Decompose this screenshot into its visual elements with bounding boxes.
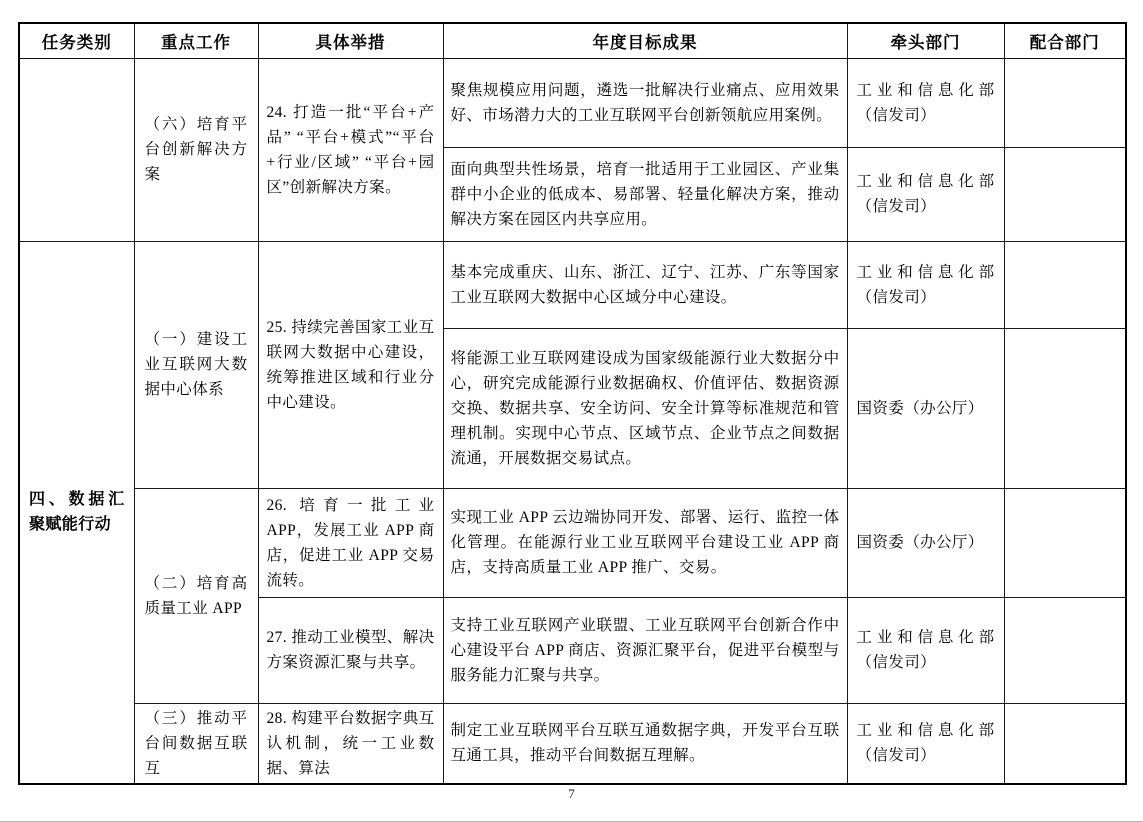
work-plan-table bbox=[18, 22, 1127, 785]
measure-cell-26: 26. 培育一批工业 APP，发展工业 APP 商店，促进工业 APP 交易流转。 bbox=[258, 488, 443, 597]
col-header-coop-dept: 配合部门 bbox=[1004, 23, 1126, 58]
table-row bbox=[19, 58, 1126, 147]
measure-cell-25: 25. 持续完善国家工业互联网大数据中心建设，统筹推进区域和行业分中心建设。 bbox=[258, 241, 443, 488]
goal-cell: 实现工业 APP 云边端协同开发、部署、运行、监控一体化管理。在能源行业工业互联网平台建设工业 APP 商店，支持高质量工业 APP 推广、交易。 bbox=[443, 488, 847, 597]
col-header-lead-dept: 牵头部门 bbox=[847, 23, 1004, 58]
key-work-cell-6: （六）培育平台创新解决方案 bbox=[134, 58, 258, 241]
key-work-cell-1: （一）建设工业互联网大数据中心体系 bbox=[134, 241, 258, 488]
lead-dept-cell: 工业和信息化部（信发司） bbox=[847, 597, 1004, 703]
coop-dept-cell bbox=[1004, 597, 1126, 703]
table-row bbox=[19, 488, 1126, 597]
col-header-annual-goals: 年度目标成果 bbox=[443, 23, 847, 58]
lead-dept-cell: 工业和信息化部（信发司） bbox=[847, 58, 1004, 147]
coop-dept-cell bbox=[1004, 328, 1126, 488]
goal-cell: 基本完成重庆、山东、浙江、辽宁、江苏、广东等国家工业互联网大数据中心区域分中心建设。 bbox=[443, 241, 847, 328]
lead-dept-cell: 工业和信息化部（信发司） bbox=[847, 147, 1004, 241]
coop-dept-cell bbox=[1004, 241, 1126, 328]
goal-cell: 制定工业互联网平台互联互通数据字典，开发平台互联互通工具，推动平台间数据互理解。 bbox=[443, 703, 847, 784]
coop-dept-cell bbox=[1004, 147, 1126, 241]
col-header-task-category: 任务类别 bbox=[19, 23, 134, 58]
key-work-cell-2: （二）培育高质量工业 APP bbox=[134, 488, 258, 703]
coop-dept-cell bbox=[1004, 58, 1126, 147]
coop-dept-cell bbox=[1004, 703, 1126, 784]
col-header-key-work: 重点工作 bbox=[134, 23, 258, 58]
page-number: 7 bbox=[568, 786, 575, 801]
lead-dept-cell: 国资委（办公厅） bbox=[847, 488, 1004, 597]
table-row bbox=[19, 241, 1126, 328]
goal-cell: 支持工业互联网产业联盟、工业互联网平台创新合作中心建设平台 APP 商店、资源汇聚平台，促进平台模型与服务能力汇聚与共享。 bbox=[443, 597, 847, 703]
coop-dept-cell bbox=[1004, 488, 1126, 597]
goal-cell: 面向典型共性场景，培育一批适用于工业园区、产业集群中小企业的低成本、易部署、轻量化解决方案，推动解决方案在园区内共享应用。 bbox=[443, 147, 847, 241]
lead-dept-cell: 工业和信息化部（信发司） bbox=[847, 703, 1004, 784]
task-category-cell-prev bbox=[19, 58, 134, 241]
measure-cell-24: 24. 打造一批“平台+产品” “平台+模式”“平台+行业/区域” “平台+园区”创新解决方案。 bbox=[258, 58, 443, 241]
lead-dept-cell: 工业和信息化部（信发司） bbox=[847, 241, 1004, 328]
goal-cell: 将能源工业互联网建设成为国家级能源行业大数据分中心，研究完成能源行业数据确权、价值评估、数据资源交换、数据共享、安全访问、安全计算等标准规范和管理机制。实现中心节点、区域节点、企业节点之间数据流通，开展数据交易试点。 bbox=[443, 328, 847, 488]
header-row bbox=[19, 23, 1126, 58]
lead-dept-cell: 国资委（办公厅） bbox=[847, 328, 1004, 488]
measure-cell-28: 28. 构建平台数据字典互认机制，统一工业数据、算法 bbox=[258, 703, 443, 784]
table-row bbox=[19, 703, 1126, 784]
key-work-cell-3: （三）推动平台间数据互联互 bbox=[134, 703, 258, 784]
col-header-measures: 具体举措 bbox=[258, 23, 443, 58]
task-category-cell-4: 四、数据汇聚赋能行动 bbox=[19, 241, 134, 784]
measure-cell-27: 27. 推动工业模型、解决方案资源汇聚与共享。 bbox=[258, 597, 443, 703]
goal-cell: 聚焦规模应用问题，遴选一批解决行业痛点、应用效果好、市场潜力大的工业互联网平台创新领航应用案例。 bbox=[443, 58, 847, 147]
